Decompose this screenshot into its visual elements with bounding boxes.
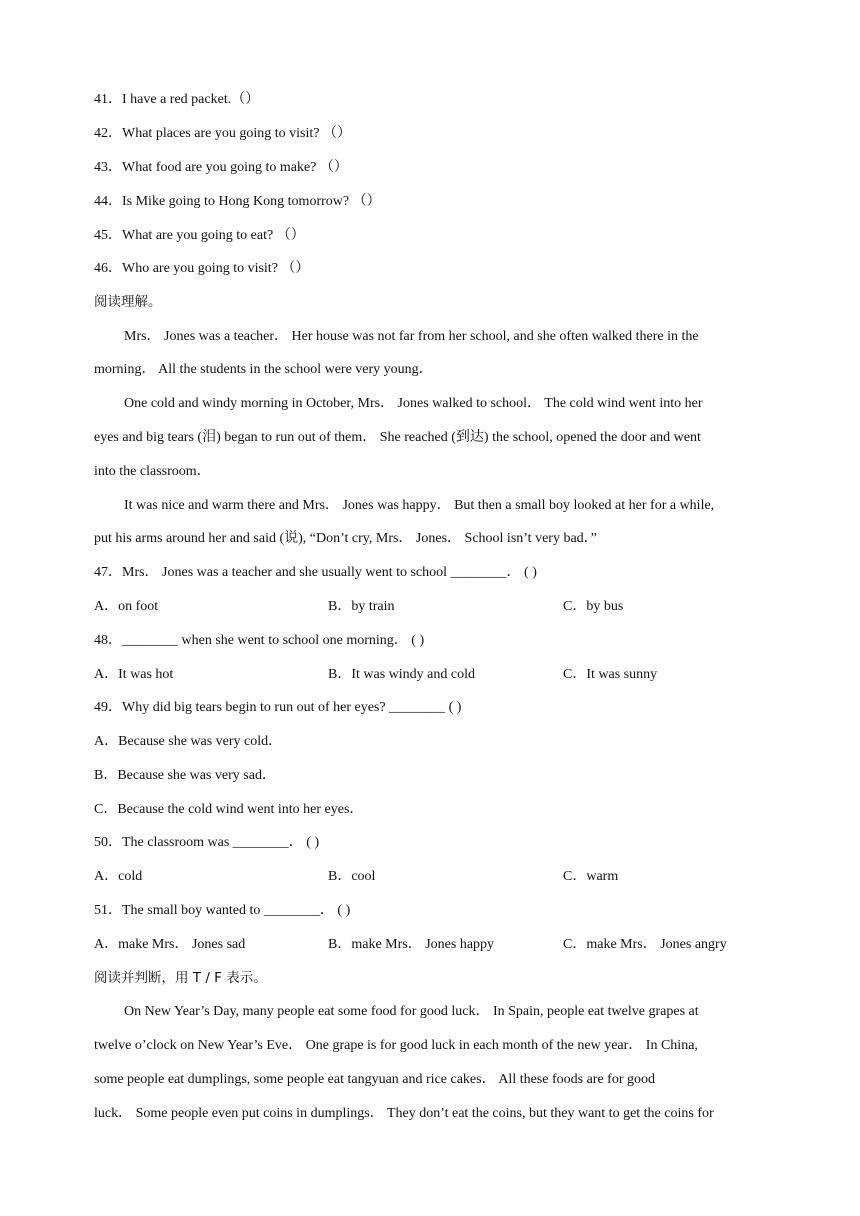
question-43: 43．What food are you going to make? （） bbox=[94, 160, 348, 175]
q48-option-c: C．It was sunny bbox=[563, 667, 658, 682]
q51-option-a: A．make Mrs． Jones sad bbox=[94, 937, 246, 952]
q50-option-c: C．warm bbox=[563, 869, 619, 884]
question-42: 42．What places are you going to visit? （） bbox=[94, 126, 351, 141]
q49-option-b: B．Because she was very sad． bbox=[94, 768, 276, 783]
question-48-stem: 48．________ when she went to school one morning． ( ) bbox=[94, 633, 425, 648]
question-46: 46．Who are you going to visit? （） bbox=[94, 261, 310, 276]
question-44: 44．Is Mike going to Hong Kong tomorrow? （） bbox=[94, 194, 381, 209]
passage1-line: One cold and windy morning in October, Mrs． Jones walked to school． The cold wind went into her bbox=[124, 396, 703, 411]
q47-option-c: C．by bus bbox=[563, 599, 624, 614]
q50-option-a: A．cold bbox=[94, 869, 143, 884]
passage1-line: Mrs． Jones was a teacher． Her house was not far from her school, and she often walked there in the bbox=[124, 329, 699, 344]
passage2-line: luck． Some people even put coins in dumplings． They don’t eat the coins, but they want to get the coins for bbox=[94, 1106, 714, 1121]
q48-option-b: B．It was windy and cold bbox=[328, 667, 475, 682]
q49-option-c: C．Because the cold wind went into her eyes． bbox=[94, 802, 364, 817]
question-51-stem: 51．The small boy wanted to ________． ( ) bbox=[94, 903, 351, 918]
question-47-stem: 47．Mrs． Jones was a teacher and she usually went to school ________． ( ) bbox=[94, 565, 537, 580]
question-50-stem: 50．The classroom was ________． ( ) bbox=[94, 835, 320, 850]
question-49-stem: 49．Why did big tears begin to run out of her eyes? ________ ( ) bbox=[94, 700, 462, 715]
passage2-line: twelve o’clock on New Year’s Eve． One grape is for good luck in each month of the new year． In China, bbox=[94, 1038, 698, 1053]
passage1-line: It was nice and warm there and Mrs． Jones was happy． But then a small boy looked at her for a while, bbox=[124, 498, 715, 513]
q50-option-b: B．cool bbox=[328, 869, 376, 884]
passage1-line: into the classroom． bbox=[94, 464, 211, 479]
q47-option-a: A．on foot bbox=[94, 599, 159, 614]
q48-option-a: A．It was hot bbox=[94, 667, 174, 682]
passage1-line: morning． All the students in the school were very young． bbox=[94, 362, 433, 377]
q51-option-c: C．make Mrs． Jones angry bbox=[563, 937, 727, 952]
passage2-line: On New Year’s Day, many people eat some food for good luck． In Spain, people eat twelve grapes at bbox=[124, 1004, 699, 1019]
question-41: 41．I have a red packet.（） bbox=[94, 92, 260, 107]
q49-option-a: A．Because she was very cold． bbox=[94, 734, 283, 749]
section-heading-reading: 阅读理解。 bbox=[94, 294, 162, 310]
q47-option-b: B．by train bbox=[328, 599, 395, 614]
passage1-line: eyes and big tears (泪) began to run out of them． She reached (到达) the school, opened the door and went bbox=[94, 430, 701, 445]
passage2-line: some people eat dumplings, some people eat tangyuan and rice cakes． All these foods are for good bbox=[94, 1072, 655, 1087]
q51-option-b: B．make Mrs． Jones happy bbox=[328, 937, 495, 952]
passage1-line: put his arms around her and said (说), “Don’t cry, Mrs． Jones． School isn’t very bad．” bbox=[94, 531, 597, 546]
section-heading-true-false: 阅读并判断，用 T / F 表示。 bbox=[94, 970, 267, 986]
question-45: 45．What are you going to eat? （） bbox=[94, 228, 305, 243]
